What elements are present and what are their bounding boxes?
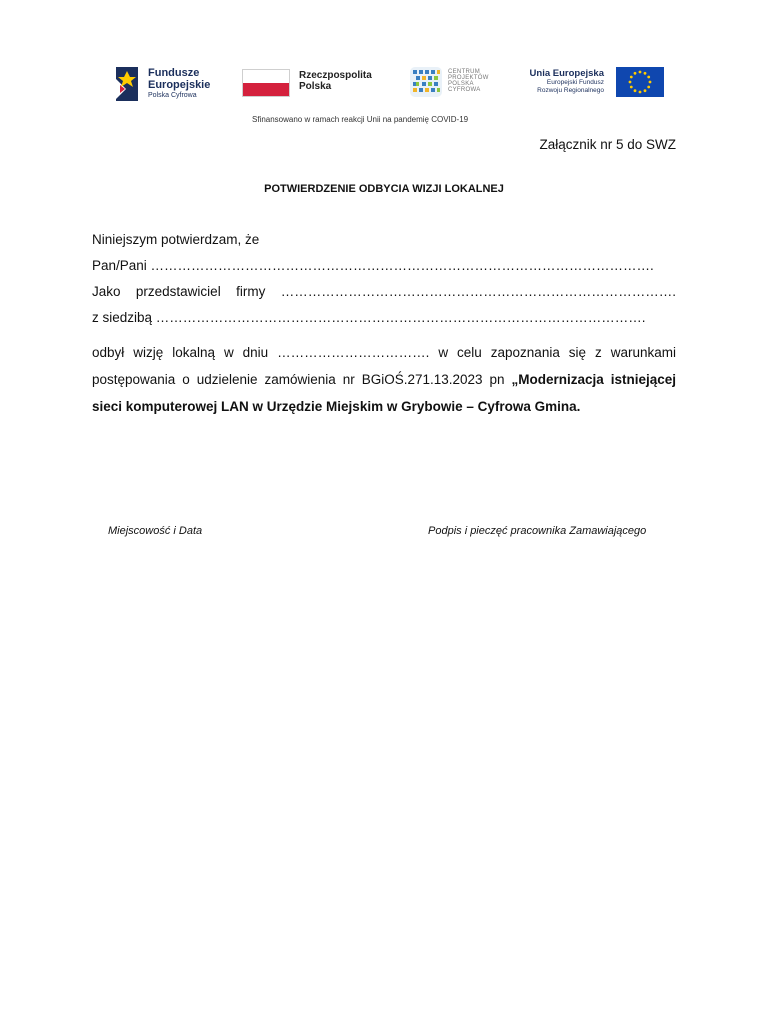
financing-note: Sfinansowano w ramach reakcji Unii na pandemię COVID-19 <box>252 115 469 124</box>
fundusze-europejskie-logo <box>114 65 224 105</box>
centrum-line2: PROJEKTÓW <box>448 75 489 81</box>
procurement-title: „Modernizacja istniejącej sieci komputerowej LAN w Urzędzie Miejskim w Grybowie – Cyfrowa Gmina. <box>92 372 677 414</box>
visit-paragraph <box>92 339 676 420</box>
fundusze-line1: Fundusze <box>148 67 200 79</box>
rzeczpospolita-polska-logo <box>242 65 392 105</box>
firmy-dots: ……………………………………………………………………………. <box>280 284 676 299</box>
logo-header <box>108 60 668 130</box>
document-body <box>92 231 676 420</box>
eu-flag-icon <box>616 67 664 97</box>
firmy-word: firmy <box>236 284 266 299</box>
centrum-projektow-emblem-icon <box>408 65 444 99</box>
jako-word: Jako <box>92 284 121 299</box>
centrum-line3: POLSKA <box>448 81 474 87</box>
centrum-line4: CYFROWA <box>448 87 481 93</box>
visit-paragraph-text: odbył wizję lokalną w dniu ……………………………. w celu zapoznania się z warunkami postępowania o udzielenie zamówienia nr BGiOŚ.271.13.2023 pn <box>92 345 676 387</box>
unia-line2: Europejski Fundusz <box>546 79 604 87</box>
representative-line <box>92 283 676 309</box>
annex-label: Załącznik nr 5 do SWZ <box>539 137 676 152</box>
siedziba-line: z siedzibą ………………………………………………………………………………………………. <box>92 310 646 325</box>
centrum-line1: CENTRUM <box>448 69 481 75</box>
unia-europejska-logo <box>522 65 672 105</box>
document-title: POTWIERDZENIE ODBYCIA WIZJI LOKALNEJ <box>264 183 504 195</box>
fundusze-line2: Europejskie <box>148 78 211 91</box>
centrum-projektow-logo <box>408 65 518 105</box>
polish-flag-icon <box>242 69 290 97</box>
przedstawiciel-word: przedstawiciel <box>135 284 221 299</box>
fundusze-line3: Polska Cyfrowa <box>148 92 197 100</box>
intro-line: Niniejszym potwierdzam, że <box>92 232 260 247</box>
place-and-date-label: Miejscowość i Data <box>108 525 203 537</box>
pan-pani-line: Pan/Pani …………………………………………………………………………………………………. <box>92 258 654 273</box>
fundusze-europejskie-emblem-icon <box>114 65 142 103</box>
rzeczpospolita-line2: Polska <box>299 81 332 92</box>
signature-stamp-label: Podpis i pieczęć pracownika Zamawiającego <box>428 525 647 537</box>
unia-line3: Rozwoju Regionalnego <box>537 86 604 94</box>
unia-line1: Unia Europejska <box>529 68 604 79</box>
rzeczpospolita-line1: Rzeczpospolita <box>299 70 372 81</box>
